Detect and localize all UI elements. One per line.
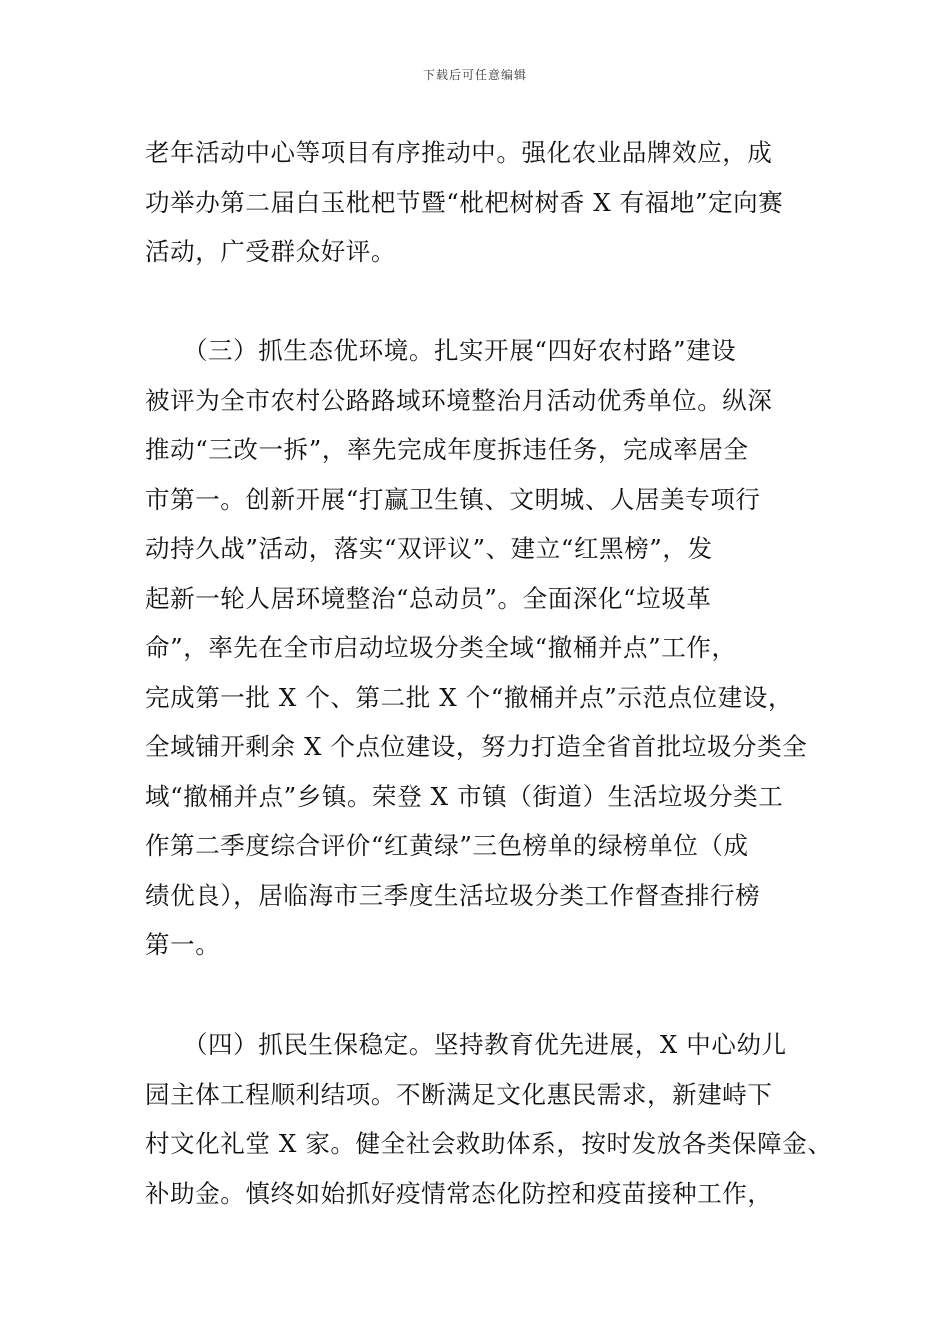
paragraph-line: 动持久战”活动，落实“双评议”、建立“红黑榜”，发 bbox=[145, 534, 713, 563]
paragraph-line: 老年活动中心等项目有序推动中。强化农业品牌效应，成 bbox=[145, 138, 773, 167]
paragraph-line: 补助金。慎终如始抓好疫情常态化防控和疫苗接种工作， bbox=[145, 1178, 773, 1208]
paragraph-line: 被评为全市农村公路路域环境整治月活动优秀单位。纵深 bbox=[145, 385, 773, 415]
paragraph-line: 全域铺开剩余 X 个点位建设，努力打造全省首批垃圾分类全 bbox=[145, 732, 808, 761]
paragraph-line: 命”，率先在全市启动垃圾分类全域“撤桶并点”工作， bbox=[145, 633, 737, 662]
paragraph-line: 第一。 bbox=[145, 930, 221, 959]
paragraph-line: 绩优良），居临海市三季度生活垃圾分类工作督查排行榜 bbox=[145, 880, 761, 910]
paragraph-2 bbox=[145, 326, 815, 970]
paragraph-1 bbox=[145, 128, 815, 277]
paragraph-line: 起新一轮人居环境整治“总动员”。全面深化“垃圾革 bbox=[145, 583, 712, 613]
paragraph-line: 活动，广受群众好评。 bbox=[145, 237, 396, 266]
paragraph-line: 域“撤桶并点”乡镇。荣登 X 市镇（街道）生活垃圾分类工 bbox=[145, 781, 784, 811]
paragraph-3 bbox=[145, 1020, 833, 1218]
paragraph-line: 推动“三改一拆”，率先完成年度拆违任务，完成率居全 bbox=[145, 435, 749, 464]
paragraph-line: 园主体工程顺利结项。不断满足文化惠民需求，新建峙下 bbox=[145, 1079, 773, 1109]
header-note: 下载后可任意编辑 bbox=[422, 68, 527, 82]
paragraph-line: 完成第一批 X 个、第二批 X 个“撤桶并点”示范点位建设， bbox=[145, 682, 794, 712]
paragraph-line: 村文化礼堂 X 家。健全社会救助体系，按时发放各类保障金、 bbox=[145, 1129, 833, 1158]
paragraph-line: 作第二季度综合评价“红黄绿”三色榜单的绿榜单位（成 bbox=[145, 831, 749, 860]
paragraph-line: 市第一。创新开展“打赢卫生镇、文明城、人居美专项行 bbox=[145, 484, 761, 514]
paragraph-line: （四）抓民生保稳定。坚持教育优先进展，X 中心幼儿 bbox=[145, 1030, 787, 1059]
paragraph-line: 功举办第二届白玉枇杷节暨“枇杷树树香 X 有福地”定向赛 bbox=[145, 187, 784, 217]
paragraph-line: （三）抓生态优环境。扎实开展“四好农村路”建设 bbox=[145, 336, 737, 365]
